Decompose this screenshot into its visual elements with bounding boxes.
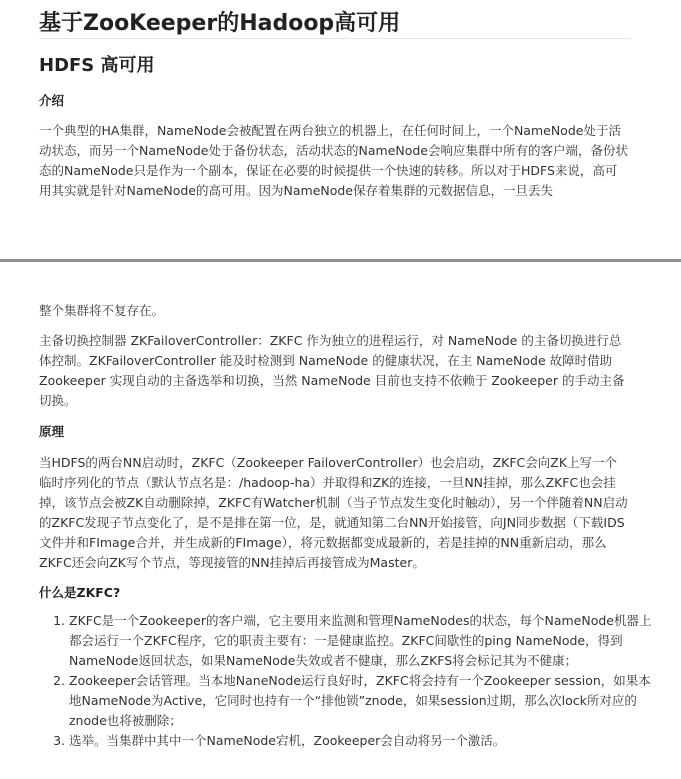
page-2 [0, 262, 681, 779]
subheading-principle: 原理 [39, 424, 65, 439]
document-title: 基于ZooKeeper的Hadoop高可用 [39, 10, 631, 39]
zkfc-controller-paragraph: 主备切换控制器 ZKFailoverController：ZKFC 作为独立的进程运行，对 NameNode 的主备切换进行总体控制。ZKFailoverController 能及时检测到 NameNode 的健康状况，在主 NameNode 故障时借助 Zookeeper 实现自动的主备选举和切换，当然 NameNode 目前也支持不依赖于 Zookeeper 的手动主备切换。 [39, 333, 625, 408]
zkfc-list [39, 611, 661, 751]
intro-paragraph: 一个典型的HA集群，NameNode会被配置在两台独立的机器上，在任何时间上，一个NameNode处于活动状态，而另一个NameNode处于备份状态，活动状态的NameNode会响应集群中所有的客户端，备份状态的NameNode只是作为一个副本，保证在必要的时候提供一个快速的转移。所以对于HDFS来说，高可用其实就是针对NameNode的高可用。因为NameNode保存着集群的元数据信息，一旦丢失 [39, 123, 629, 198]
subheading-what-is-zkfc: 什么是ZKFC? [39, 585, 121, 600]
section-heading-hdfs: HDFS 高可用 [39, 55, 155, 76]
principle-paragraph: 当HDFS的两台NN启动时，ZKFC（Zookeeper FailoverController）也会启动，ZKFC会向ZK上写一个临时序列化的节点（默认节点名是：/hadoop-ha）并取得和ZK的连接，一旦NN挂掉，那么ZKFC也会挂掉，该节点会被ZK自动删除掉，ZKFC有Watcher机制（当子节点发生变化时触动），另一个伴随着NN启动的ZKFC发现子节点变化了，是不是排在第一位，是，就通知第二台NN开始接管，向JN同步数据（下载IDS文件并和FImage合并，并生成新的FImage），将元数据都变成最新的，若是挂掉的NN重新启动，那么ZKFC还会向ZK写个节点，等现接管的NN挂掉后再接管成为Master。 [39, 455, 628, 570]
list-item: 3. 选举。当集群中其中一个NameNode宕机，Zookeeper会自动将另一个激活。 [69, 731, 661, 751]
page-1 [0, 0, 681, 259]
subheading-intro: 介绍 [39, 93, 65, 108]
list-item: 2. Zookeeper会话管理。当本地NaneNode运行良好时，ZKFC将会持有一个Zookeeper session，如果本地NameNode为Active，它同时也持有一个“排他锁”znode，如果session过期，那么次lock所对应的znode也将被删除； [69, 671, 661, 731]
intro-paragraph-continued: 整个集群将不复存在。 [39, 303, 165, 318]
list-item: 1. ZKFC是一个Zookeeper的客户端，它主要用来监测和管理NameNodes的状态，每个NameNode机器上都会运行一个ZKFC程序，它的职责主要有：一是健康监控。ZKFC间歇性的ping NameNode，得到NameNode返回状态，如果NameNode失效或者不健康，那么ZKFS将会标记其为不健康； [69, 611, 661, 671]
